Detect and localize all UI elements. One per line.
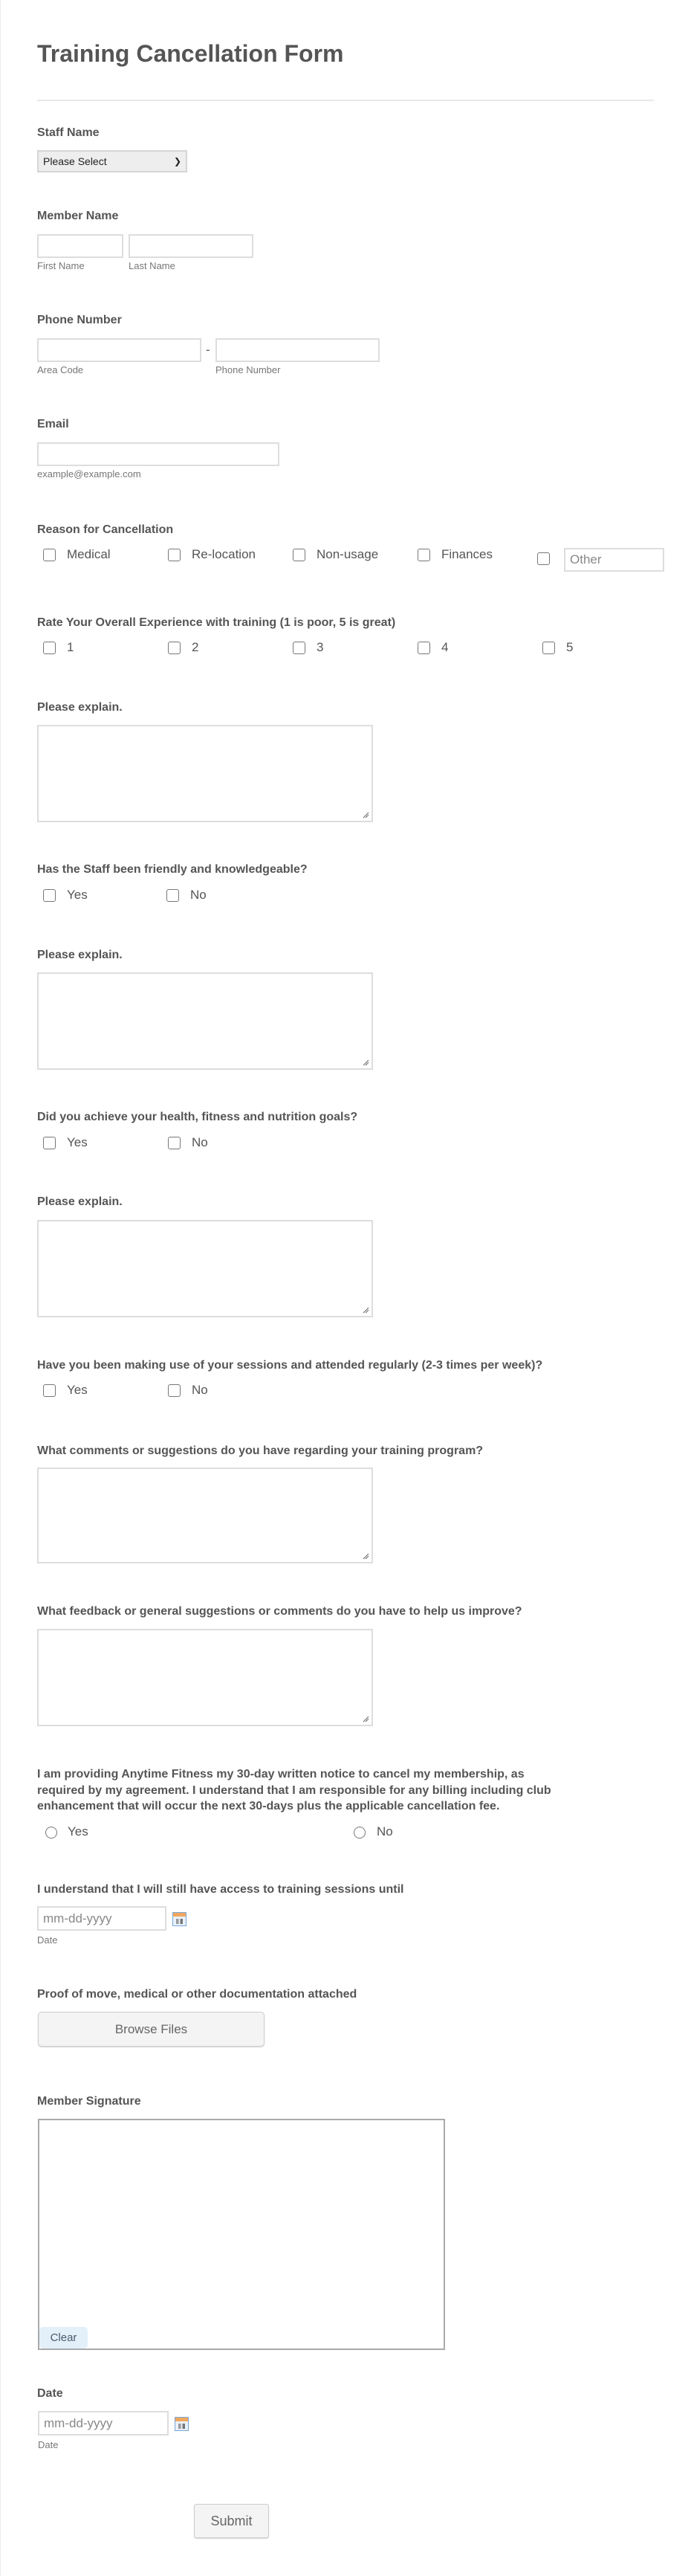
phone-number-sublabel: Phone Number bbox=[215, 364, 281, 375]
rating-2-checkbox[interactable] bbox=[168, 642, 181, 654]
browse-files-button[interactable]: Browse Files bbox=[38, 2012, 265, 2047]
staff-name-select[interactable] bbox=[37, 150, 187, 172]
email-input[interactable] bbox=[37, 442, 279, 466]
notice-line-2: required by my agreement. I understand that I am responsible for any billing including club bbox=[37, 1784, 551, 1797]
notice-no-label: No bbox=[377, 1824, 393, 1839]
rating-1-checkbox[interactable] bbox=[43, 642, 56, 654]
phone-number-input[interactable] bbox=[215, 338, 380, 362]
email-label: Email bbox=[37, 418, 69, 430]
email-sublabel: example@example.com bbox=[37, 468, 141, 480]
date-sublabel: Date bbox=[38, 2439, 59, 2450]
reason-nonusage-label: Non-usage bbox=[317, 547, 379, 561]
area-code-sublabel: Area Code bbox=[37, 364, 84, 375]
explain3-label: Please explain. bbox=[37, 1195, 123, 1208]
phone-separator: - bbox=[206, 343, 210, 357]
access-until-date-input[interactable] bbox=[37, 1906, 166, 1931]
date-placeholder: mm-dd-yyyy bbox=[44, 2416, 113, 2430]
reason-label: Reason for Cancellation bbox=[37, 523, 174, 536]
program-comments-label: What comments or suggestions do you have regarding your training program? bbox=[37, 1444, 484, 1457]
submit-button[interactable]: Submit bbox=[194, 2504, 269, 2538]
first-name-sublabel: First Name bbox=[37, 260, 85, 271]
staff-friendly-no-checkbox[interactable] bbox=[166, 889, 179, 902]
chevron-down-icon: ❯ bbox=[173, 156, 181, 167]
improve-feedback-textarea[interactable] bbox=[37, 1629, 373, 1726]
page-left-border bbox=[0, 0, 1, 2576]
first-name-input[interactable] bbox=[37, 234, 123, 258]
rating-4-label: 4 bbox=[441, 640, 449, 654]
reason-other-placeholder: Other bbox=[570, 552, 602, 566]
signature-pad[interactable] bbox=[38, 2119, 445, 2350]
goals-label: Did you achieve your health, fitness and nutrition goals? bbox=[37, 1111, 358, 1123]
explain1-textarea[interactable] bbox=[37, 725, 373, 822]
resize-grip-icon[interactable] bbox=[362, 1306, 369, 1314]
form-title: Training Cancellation Form bbox=[37, 40, 344, 67]
notice-line-3: enhancement that will occur the next 30-days plus the applicable cancellation fee. bbox=[37, 1800, 500, 1812]
resize-grip-icon[interactable] bbox=[362, 811, 369, 819]
rating-5-checkbox[interactable] bbox=[542, 642, 555, 654]
access-until-label: I understand that I will still have access to training sessions until bbox=[37, 1883, 404, 1896]
proof-label: Proof of move, medical or other documentation attached bbox=[37, 1988, 357, 2001]
rating-2-label: 2 bbox=[192, 640, 199, 654]
notice-yes-radio[interactable] bbox=[45, 1827, 57, 1839]
reason-medical-label: Medical bbox=[67, 547, 111, 561]
signature-label: Member Signature bbox=[37, 2095, 141, 2108]
reason-finances-label: Finances bbox=[441, 547, 493, 561]
reason-medical-checkbox[interactable] bbox=[43, 549, 56, 561]
access-until-sublabel: Date bbox=[37, 1934, 58, 1946]
staff-name-label: Staff Name bbox=[37, 126, 100, 139]
explain1-label: Please explain. bbox=[37, 701, 123, 714]
resize-grip-icon[interactable] bbox=[362, 1059, 369, 1066]
date-input[interactable] bbox=[38, 2411, 169, 2435]
staff-friendly-yes-checkbox[interactable] bbox=[43, 889, 56, 902]
staff-friendly-label: Has the Staff been friendly and knowledgeable? bbox=[37, 863, 308, 876]
staff-friendly-yes-label: Yes bbox=[67, 888, 88, 902]
reason-finances-checkbox[interactable] bbox=[418, 549, 430, 561]
reason-other-checkbox[interactable] bbox=[537, 552, 550, 565]
explain2-label: Please explain. bbox=[37, 949, 123, 961]
goals-yes-checkbox[interactable] bbox=[43, 1137, 56, 1149]
notice-line-1: I am providing Anytime Fitness my 30-day written notice to cancel my membership, as bbox=[37, 1768, 525, 1781]
rating-3-checkbox[interactable] bbox=[293, 642, 305, 654]
date-label: Date bbox=[37, 2387, 63, 2400]
attendance-label: Have you been making use of your sessions and attended regularly (2-3 times per week)? bbox=[37, 1359, 543, 1372]
rating-3-label: 3 bbox=[317, 640, 324, 654]
title-divider bbox=[37, 100, 654, 101]
calendar-icon[interactable] bbox=[172, 1912, 186, 1926]
reason-relocation-label: Re-location bbox=[192, 547, 256, 561]
last-name-input[interactable] bbox=[129, 234, 253, 258]
member-name-label: Member Name bbox=[37, 210, 119, 222]
rating-4-checkbox[interactable] bbox=[418, 642, 430, 654]
attendance-no-checkbox[interactable] bbox=[168, 1384, 181, 1397]
calendar-icon[interactable] bbox=[175, 2417, 189, 2431]
resize-grip-icon[interactable] bbox=[362, 1715, 369, 1723]
last-name-sublabel: Last Name bbox=[129, 260, 175, 271]
reason-relocation-checkbox[interactable] bbox=[168, 549, 181, 561]
goals-no-checkbox[interactable] bbox=[168, 1137, 181, 1149]
resize-grip-icon[interactable] bbox=[362, 1552, 369, 1560]
attendance-no-label: No bbox=[192, 1383, 208, 1397]
signature-clear-button[interactable]: Clear bbox=[39, 2327, 88, 2349]
notice-yes-label: Yes bbox=[68, 1824, 88, 1839]
reason-nonusage-checkbox[interactable] bbox=[293, 549, 305, 561]
explain3-textarea[interactable] bbox=[37, 1220, 373, 1317]
attendance-yes-checkbox[interactable] bbox=[43, 1384, 56, 1397]
area-code-input[interactable] bbox=[37, 338, 201, 362]
staff-friendly-no-label: No bbox=[190, 888, 207, 902]
improve-feedback-label: What feedback or general suggestions or comments do you have to help us improve? bbox=[37, 1605, 522, 1618]
access-until-placeholder: mm-dd-yyyy bbox=[43, 1911, 112, 1925]
explain2-textarea[interactable] bbox=[37, 972, 373, 1070]
staff-name-selected: Please Select bbox=[43, 155, 107, 167]
goals-yes-label: Yes bbox=[67, 1135, 88, 1149]
goals-no-label: No bbox=[192, 1135, 208, 1149]
rating-label: Rate Your Overall Experience with training (1 is poor, 5 is great) bbox=[37, 616, 396, 629]
attendance-yes-label: Yes bbox=[67, 1383, 88, 1397]
program-comments-textarea[interactable] bbox=[37, 1468, 373, 1563]
rating-1-label: 1 bbox=[67, 640, 74, 654]
rating-5-label: 5 bbox=[566, 640, 574, 654]
reason-other-input[interactable] bbox=[564, 548, 664, 572]
notice-no-radio[interactable] bbox=[354, 1827, 366, 1839]
phone-label: Phone Number bbox=[37, 314, 122, 326]
